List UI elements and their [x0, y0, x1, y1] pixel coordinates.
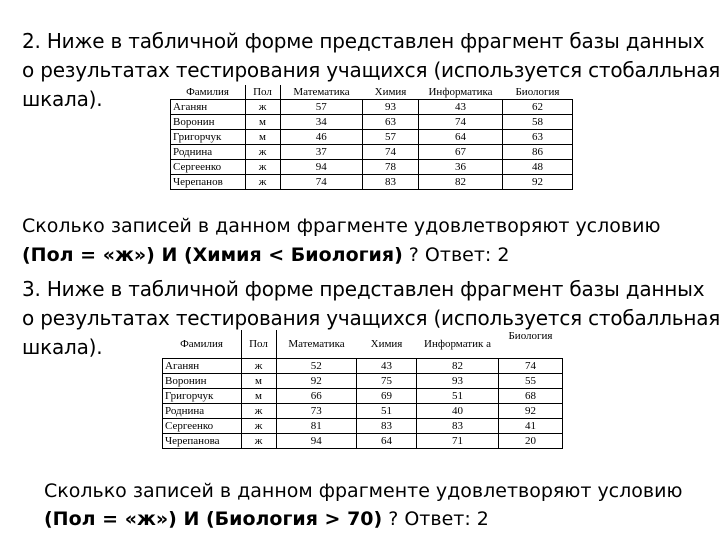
cell: 55: [499, 374, 563, 389]
cell: 57: [363, 130, 419, 145]
cell: 83: [363, 175, 419, 190]
header-inf: Информатик а: [424, 338, 491, 350]
cell: 67: [419, 145, 503, 160]
cell: 86: [503, 145, 573, 160]
cell: Черепанова: [163, 434, 242, 449]
cell: 66: [276, 389, 357, 404]
cell: 46: [280, 130, 363, 145]
cell: Роднина: [171, 145, 246, 160]
table-header-row: [171, 85, 573, 100]
cell: 71: [417, 434, 499, 449]
cell: 92: [276, 374, 357, 389]
table-row: [163, 404, 563, 419]
cell: м: [245, 130, 280, 145]
cell: 94: [276, 434, 357, 449]
cell: 64: [357, 434, 417, 449]
cell: 48: [503, 160, 573, 175]
task3-question: Сколько записей в данном фрагменте удовлетворяют условию: [44, 480, 683, 502]
cell: м: [241, 374, 276, 389]
cell: 64: [419, 130, 503, 145]
header-surname: Фамилия: [163, 330, 242, 359]
cell: 78: [363, 160, 419, 175]
cell: ж: [245, 145, 280, 160]
task2-line-2: о результатах тестирования учащихся (используется стобалльная: [22, 58, 720, 82]
cell: 43: [419, 100, 503, 115]
cell: ж: [241, 419, 276, 434]
task2-table: [170, 85, 573, 190]
cell: 63: [363, 115, 419, 130]
task2-condition-line: [22, 242, 509, 268]
cell: ж: [245, 175, 280, 190]
cell: Григорчук: [171, 130, 246, 145]
cell: 74: [499, 359, 563, 374]
table-row: [171, 160, 573, 175]
cell: 74: [280, 175, 363, 190]
cell: м: [245, 115, 280, 130]
header-surname: Фамилия: [171, 85, 246, 100]
table-row: [163, 359, 563, 374]
table-row: [171, 130, 573, 145]
cell: 82: [419, 175, 503, 190]
cell: 20: [499, 434, 563, 449]
cell: ж: [245, 100, 280, 115]
cell: Сергеенко: [163, 419, 242, 434]
cell: 93: [417, 374, 499, 389]
header-sex: Пол: [245, 85, 280, 100]
table-row: [171, 115, 573, 130]
task2-line-3: шкала).: [22, 87, 103, 111]
cell: 43: [357, 359, 417, 374]
cell: 69: [357, 389, 417, 404]
cell: 58: [503, 115, 573, 130]
cell: 36: [419, 160, 503, 175]
header-sex: Пол: [241, 330, 276, 359]
cell: 51: [417, 389, 499, 404]
cell: Воронин: [163, 374, 242, 389]
header-bio: Биология: [508, 330, 553, 342]
cell: 34: [280, 115, 363, 130]
cell: Воронин: [171, 115, 246, 130]
cell: Черепанов: [171, 175, 246, 190]
cell: 83: [417, 419, 499, 434]
task2-condition: (Пол = «ж») И (Химия < Биология): [22, 244, 403, 266]
task3-condition-line: [44, 506, 489, 532]
header-chem: Химия: [370, 337, 403, 350]
cell: Аганян: [163, 359, 242, 374]
table-row: [171, 100, 573, 115]
cell: 73: [276, 404, 357, 419]
header-math: Математика: [288, 337, 345, 350]
task2-question: Сколько записей в данном фрагменте удовлетворяют условию: [22, 215, 661, 237]
task2-line-1: 2. Ниже в табличной форме представлен фрагмент базы данных: [22, 29, 705, 53]
table-row: [171, 175, 573, 190]
table-row: [163, 374, 563, 389]
task3-line-2: о результатах тестирования учащихся (используется стобалльная: [22, 306, 720, 330]
table-row: [171, 145, 573, 160]
header-inf: Информатика: [428, 85, 493, 98]
cell: м: [241, 389, 276, 404]
task3-line-1: 3. Ниже в табличной форме представлен фрагмент базы данных: [22, 277, 705, 301]
cell: 93: [363, 100, 419, 115]
cell: 94: [280, 160, 363, 175]
header-math: Математика: [293, 85, 350, 98]
cell: ж: [241, 404, 276, 419]
task3-line-3: шкала).: [22, 335, 103, 359]
cell: 74: [419, 115, 503, 130]
cell: Аганян: [171, 100, 246, 115]
cell: 81: [276, 419, 357, 434]
cell: 41: [499, 419, 563, 434]
cell: 63: [503, 130, 573, 145]
header-bio: Биология: [515, 85, 560, 98]
cell: 82: [417, 359, 499, 374]
task3-answer: ? Ответ: 2: [382, 508, 489, 530]
cell: 51: [357, 404, 417, 419]
cell: 92: [499, 404, 563, 419]
cell: 68: [499, 389, 563, 404]
cell: ж: [245, 160, 280, 175]
cell: 40: [417, 404, 499, 419]
cell: Григорчук: [163, 389, 242, 404]
cell: ж: [241, 359, 276, 374]
table-row: [163, 419, 563, 434]
cell: Сергеенко: [171, 160, 246, 175]
task2-answer: ? Ответ: 2: [402, 244, 510, 266]
table-row: [163, 389, 563, 404]
cell: ж: [241, 434, 276, 449]
cell: 92: [503, 175, 573, 190]
cell: 37: [280, 145, 363, 160]
cell: Роднина: [163, 404, 242, 419]
task3-condition: (Пол = «ж») И (Биология > 70): [44, 508, 383, 530]
task3-table: [162, 330, 563, 449]
cell: 52: [276, 359, 357, 374]
cell: 83: [357, 419, 417, 434]
cell: 57: [280, 100, 363, 115]
header-chem: Химия: [374, 85, 407, 98]
cell: 74: [363, 145, 419, 160]
cell: 62: [503, 100, 573, 115]
cell: 75: [357, 374, 417, 389]
table-row: [163, 434, 563, 449]
table-header-row: [163, 330, 563, 359]
